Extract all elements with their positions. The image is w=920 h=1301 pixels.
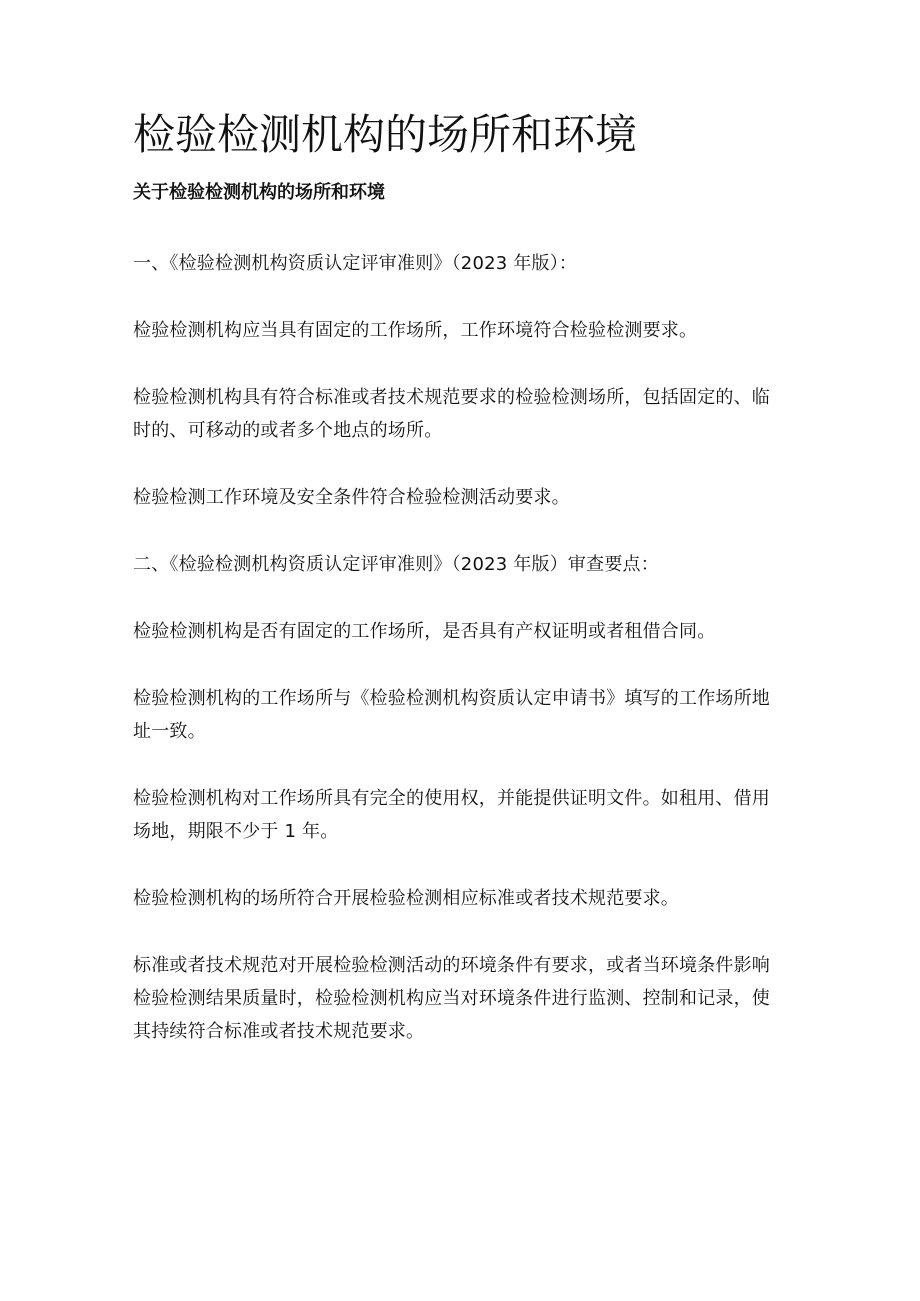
document-title: 检验检测机构的场所和环境 xyxy=(133,110,638,159)
paragraph: 检验检测机构的场所符合开展检验检测相应标准或者技术规范要求。 xyxy=(133,888,679,909)
paragraph: 检验检测工作环境及安全条件符合检验检测活动要求。 xyxy=(133,487,570,508)
section-heading-one: 一、《检验检测机构资质认定评审准则》（2023 年版）： xyxy=(133,253,578,274)
paragraph: 检验检测机构是否有固定的工作场所，是否具有产权证明或者租借合同。 xyxy=(133,621,716,642)
paragraph: 检验检测机构对工作场所具有完全的使用权，并能提供证明文件。如租用、借用场地，期限不少于 1 年。 xyxy=(133,788,770,842)
section-heading-two: 二、《检验检测机构资质认定评审准则》（2023 年版）审查要点： xyxy=(133,554,659,575)
paragraph: 检验检测机构具有符合标准或者技术规范要求的检验检测场所，包括固定的、临时的、可移动的或者多个地点的场所。 xyxy=(133,387,770,441)
paragraph: 检验检测机构应当具有固定的工作场所，工作环境符合检验检测要求。 xyxy=(133,320,698,341)
paragraph: 检验检测机构的工作场所与《检验检测机构资质认定申请书》填写的工作场所地址一致。 xyxy=(133,688,770,742)
document-page xyxy=(133,104,783,1082)
document-subtitle: 关于检验检测机构的场所和环境 xyxy=(133,182,385,203)
paragraph: 标准或者技术规范对开展检验检测活动的环境条件有要求，或者当环境条件影响检验检测结果质量时，检验检测机构应当对环境条件进行监测、控制和记录，使其持续符合标准或者技术规范要求。 xyxy=(133,955,770,1042)
